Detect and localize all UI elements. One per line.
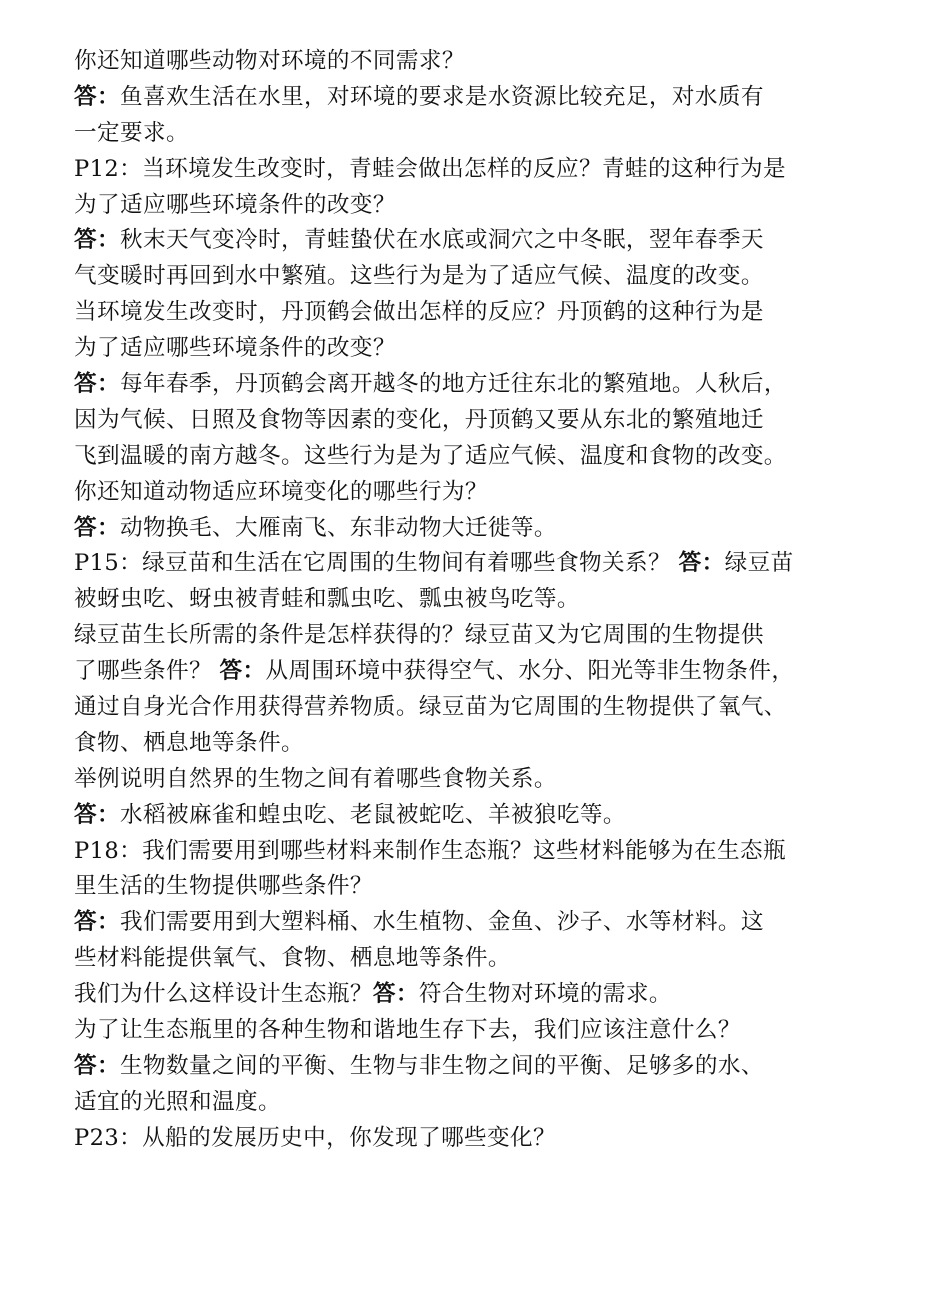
text-line: [74, 152, 880, 188]
text-line: [74, 1049, 880, 1085]
line-text: 绿豆苗生长所需的条件是怎样获得的？绿豆苗又为它周围的生物提供: [74, 622, 764, 649]
line-text: 我们需要用到大塑料桶、水生植物、金鱼、沙子、水等材料。这: [120, 909, 764, 936]
line-text: 举例说明自然界的生物之间有着哪些食物关系。: [74, 765, 557, 792]
text-line: [74, 690, 880, 726]
line-text: 飞到温暖的南方越冬。这些行为是为了适应气候、温度和食物的改变。: [74, 442, 787, 469]
text-line: [74, 905, 880, 941]
line-text: P23：从船的发展历史中，你发现了哪些变化？: [74, 1124, 557, 1151]
text-line: [74, 1085, 880, 1121]
line-text-after-answer: 绿豆苗: [724, 550, 794, 577]
text-line: [74, 1013, 880, 1049]
line-text: 食物、栖息地等条件。: [74, 729, 304, 756]
answer-label: 答：: [74, 909, 120, 936]
line-text: 动物换毛、大雁南飞、东非动物大迁徙等。: [120, 514, 557, 541]
line-text: P15：绿豆苗和生活在它周围的生物间有着哪些食物关系？: [74, 550, 679, 577]
line-text: 为了适应哪些环境条件的改变？: [74, 335, 396, 362]
line-text: 鱼喜欢生活在水里，对环境的要求是水资源比较充足，对水质有: [120, 83, 764, 110]
line-text: 了哪些条件？: [74, 658, 220, 685]
line-text: 为了让生态瓶里的各种生物和谐地生存下去，我们应该注意什么？: [74, 1017, 741, 1044]
line-text: 些材料能提供氧气、食物、栖息地等条件。: [74, 945, 511, 972]
answer-label: 答：: [678, 550, 725, 577]
text-line: [74, 582, 880, 618]
answer-label: 答：: [74, 801, 120, 828]
text-line: [74, 223, 880, 259]
text-line: [74, 295, 880, 331]
line-text: 当环境发生改变时，丹顶鹤会做出怎样的反应？丹顶鹤的这种行为是: [74, 299, 764, 326]
answer-label: 答：: [74, 371, 120, 398]
text-line: [74, 726, 880, 762]
line-text: 每年春季，丹顶鹤会离开越冬的地方迁往东北的繁殖地。人秋后，: [120, 371, 787, 398]
line-text: 生物数量之间的平衡、生物与非生物之间的平衡、足够多的水、: [120, 1052, 764, 1079]
line-text: 被蚜虫吃、蚜虫被青蛙和瓢虫吃、瓢虫被鸟吃等。: [74, 586, 580, 613]
text-line: [74, 869, 880, 905]
text-line: [74, 654, 880, 690]
text-line: [74, 1121, 880, 1157]
text-line: [74, 618, 880, 654]
text-line: [74, 834, 880, 870]
text-line: [74, 44, 880, 80]
text-line: [74, 80, 880, 116]
line-text: 我们为什么这样设计生态瓶？: [74, 981, 373, 1008]
text-line: [74, 331, 880, 367]
line-text: 气变暖时再回到水中繁殖。这些行为是为了适应气候、温度的改变。: [74, 263, 764, 290]
text-line: [74, 762, 880, 798]
line-text-after-answer: 符合生物对环境的需求。: [418, 981, 672, 1008]
answer-label: 答：: [372, 981, 419, 1008]
text-line: [74, 403, 880, 439]
text-line: [74, 116, 880, 152]
line-text-after-answer: 从周围环境中获得空气、水分、阳光等非生物条件，: [265, 658, 795, 685]
text-line: [74, 475, 880, 511]
answer-label: 答：: [74, 83, 120, 110]
line-text: 你还知道动物适应环境变化的哪些行为？: [74, 478, 488, 505]
text-line: [74, 188, 880, 224]
answer-label: 答：: [219, 658, 266, 685]
answer-label: 答：: [74, 227, 120, 254]
line-text: 里生活的生物提供哪些条件？: [74, 873, 373, 900]
text-line: [74, 511, 880, 547]
text-line: [74, 941, 880, 977]
text-line: [74, 546, 880, 582]
text-line: [74, 367, 880, 403]
line-text: 你还知道哪些动物对环境的不同需求？: [74, 48, 465, 74]
line-text: 为了适应哪些环境条件的改变？: [74, 191, 396, 218]
line-text: 适宜的光照和温度。: [74, 1088, 281, 1115]
answer-label: 答：: [74, 1052, 120, 1079]
text-line: [74, 439, 880, 475]
answer-label: 答：: [74, 514, 120, 541]
line-text: 水稻被麻雀和蝗虫吃、老鼠被蛇吃、羊被狼吃等。: [120, 801, 626, 828]
text-line: [74, 798, 880, 834]
line-text: 一定要求。: [74, 119, 189, 146]
text-line: [74, 977, 880, 1013]
line-text: P18：我们需要用到哪些材料来制作生态瓶？这些材料能够为在生态瓶: [74, 837, 786, 864]
line-text: 因为气候、日照及食物等因素的变化，丹顶鹤又要从东北的繁殖地迁: [74, 406, 764, 433]
text-line: [74, 259, 880, 295]
line-text: 秋末天气变冷时，青蛙蛰伏在水底或洞穴之中冬眠，翌年春季天: [120, 227, 764, 254]
line-text: P12：当环境发生改变时，青蛙会做出怎样的反应？青蛙的这种行为是: [74, 155, 786, 182]
line-text: 通过自身光合作用获得营养物质。绿豆苗为它周围的生物提供了氧气、: [74, 694, 787, 721]
